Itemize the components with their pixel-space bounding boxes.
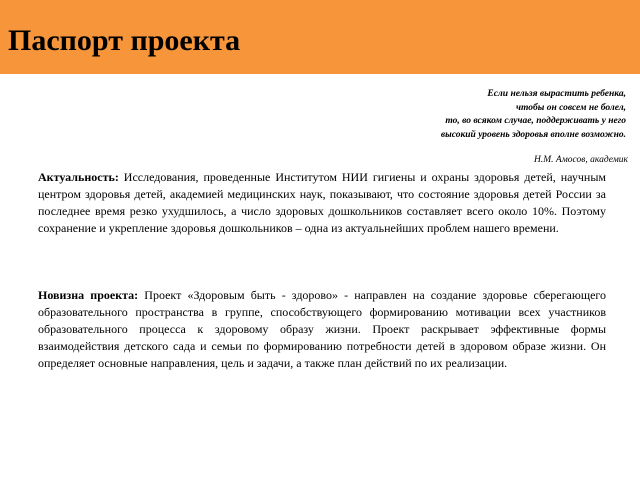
- title-bar: [0, 0, 640, 74]
- epigraph-author: Н.М. Амосов, академик: [534, 155, 628, 165]
- relevance-paragraph: [38, 169, 606, 237]
- epigraph: [306, 88, 626, 142]
- epigraph-line: Если нельзя вырастить ребенка,: [487, 89, 626, 99]
- novelty-text: Проект «Здоровым быть - здорово» - направлен на создание здоровье сберегающего образовательного пространства в группе, способствующего формированию мотивации всех участников образовательного процесса к здоровому образу жизни. Проект раскрывает эффективные формы взаимодействия детского сада и семьи по формированию потребности детей в здоровом образе жизни. Он определяет основные направления, цель и задачи, а также план действий по их реализации.: [38, 288, 607, 370]
- epigraph-line: то, во всяком случае, поддерживать у него: [445, 116, 626, 126]
- novelty-paragraph: [38, 287, 606, 372]
- epigraph-line: чтобы он совсем не болел,: [515, 102, 626, 113]
- epigraph-line: высокий уровень здоровья вполне возможно.: [440, 129, 626, 140]
- novelty-label: Новизна проекта:: [38, 288, 139, 302]
- page-title: Паспорт проекта: [8, 24, 241, 57]
- relevance-text: Исследования, проведенные Институтом НИИ гигиены и охраны здоровья детей, научным центром здоровья детей, академией медицинских наук, показывают, что состояние здоровья детей России за последнее время резко ухудшилось, а число здоровых дошкольников составляет всего около 10%. Поэтому сохранение и укрепление здоровья дошкольников – одна из актуальнейших проблем нашего времени.: [38, 170, 606, 235]
- relevance-label: Актуальность:: [38, 170, 119, 184]
